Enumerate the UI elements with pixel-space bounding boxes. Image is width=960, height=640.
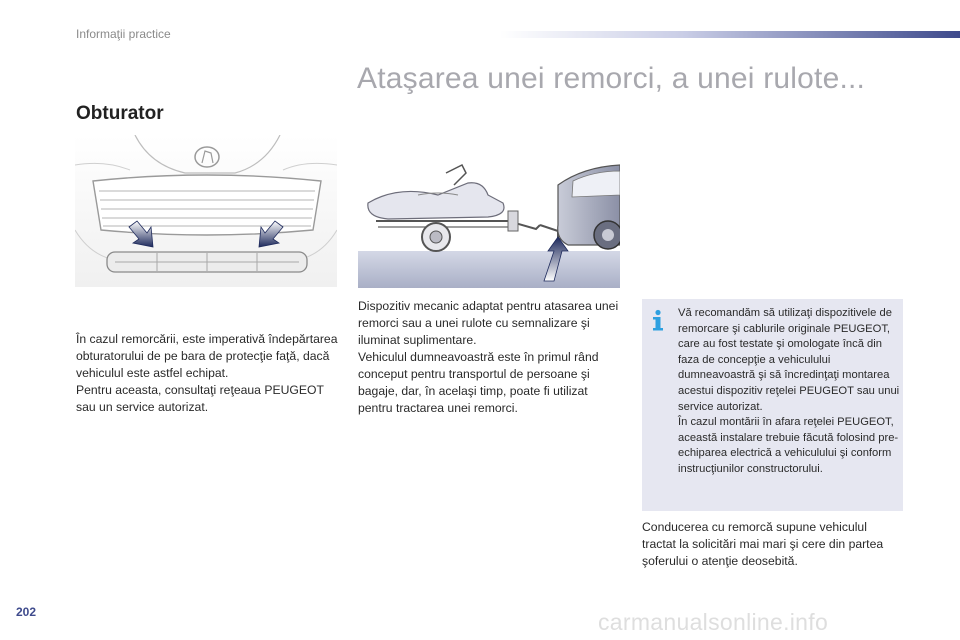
towing-paragraph-2: Vehiculul dumneavoastră este în primul rând conceput pentru transportul de persoane şi bagaje, dar, în acelaşi timp, poate fi utilizat pentru tractarea unei remorci. — [358, 350, 599, 415]
info-paragraph-2: În cazul montării în afara reţelei PEUGEOT, această instalare trebuie făcută folosind pre-echiparea electrică a vehiculului şi conform instrucţiunilor constructorului. — [678, 416, 899, 475]
info-icon — [650, 309, 666, 331]
obturator-paragraph-2: Pentru aceasta, consultaţi reţeaua PEUGEOT sau un service autorizat. — [76, 383, 324, 414]
bumper-drawing — [75, 135, 337, 287]
page-title: Ataşarea unei remorci, a unei rulote... — [357, 62, 866, 95]
section-subtitle: Obturator — [76, 103, 164, 124]
page-number: 202 — [16, 605, 37, 619]
watermark: carmanualsonline.info — [598, 609, 829, 635]
info-text — [678, 306, 900, 478]
obturator-text — [76, 331, 342, 416]
section-label: Informaţii practice — [76, 27, 171, 41]
header-bar — [500, 31, 960, 38]
obturator-paragraph-1: În cazul remorcării, este imperativă îndepărtarea obturatorului de pe bara de protecţie faţă, dacă vehiculul este astfel echipat. — [76, 332, 338, 380]
bumper-illustration — [75, 135, 337, 287]
info-paragraph-1: Vă recomandăm să utilizaţi dispozitivele de remorcare şi cablurile originale PEUGEOT, care au fost testate şi omologate încă din faza de concepţie a vehiculului dumneavoastră şi să încredinţaţi montarea acestui dispozitiv reţelei PEUGEOT sau unui service autorizat. — [678, 307, 900, 413]
towing-illustration — [358, 155, 620, 288]
driving-note: Conducerea cu remorcă supune vehiculul tractat la solicitări mai mari şi cere din partea şoferului o atenţie deosebită. — [642, 520, 884, 568]
towing-paragraph-1: Dispozitiv mecanic adaptat pentru atasarea unei remorci sau a unei rulote cu semnalizare şi iluminat suplimentare. — [358, 299, 619, 347]
towing-drawing — [358, 155, 620, 288]
towing-description — [358, 298, 624, 417]
